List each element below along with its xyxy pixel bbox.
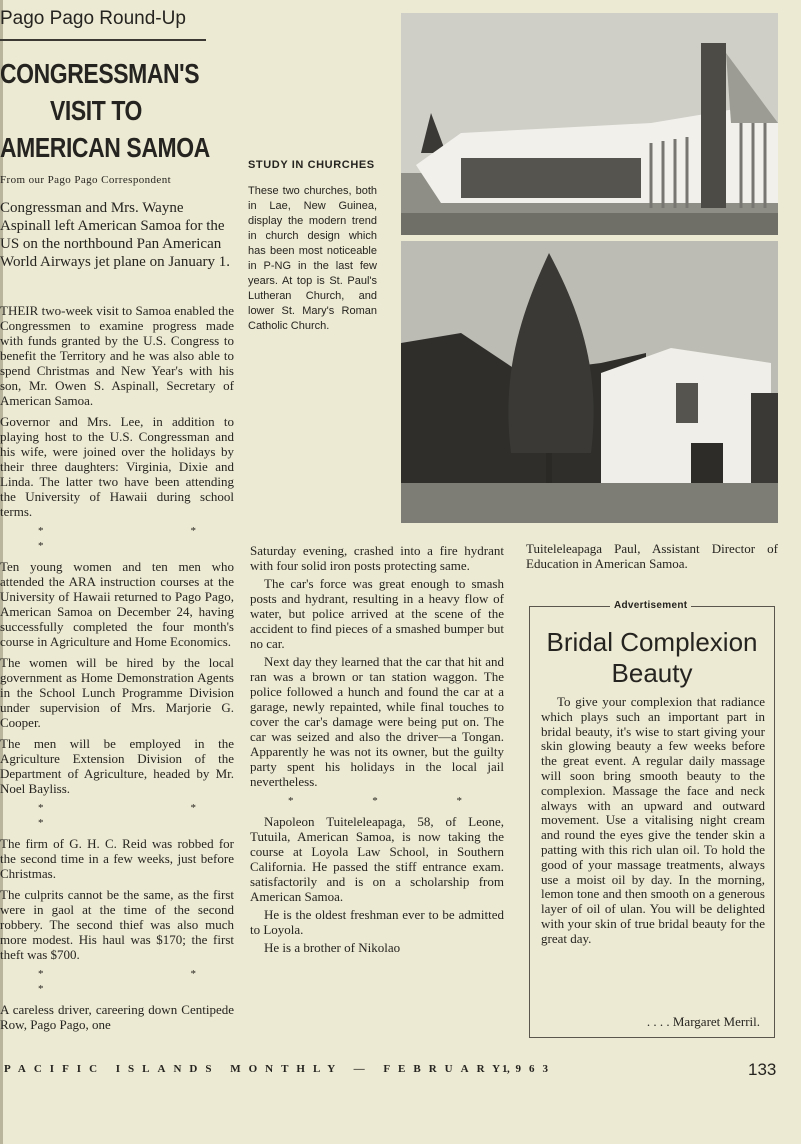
left-paragraph: The women will be hired by the local government as Home Demonstration Agents in the School Lunch Programme Division under supervision of Mrs. Marjorie G. Cooper. bbox=[0, 655, 234, 730]
left-paragraph: THEIR two-week visit to Samoa enabled the Congressmen to examine progress made with funds granted by the U.S. Congress to benefit the Territory and he was also able to spend Christmas and New Year's with his son, Mr. Owen S. Aspinall, Secretary of American Samoa. bbox=[0, 303, 234, 408]
publication-name: PACIFIC ISLANDS MONTHLY — FEBRUARY, bbox=[4, 1063, 518, 1075]
left-paragraph: The culprits cannot be the same, as the first were in gaol at the time of the second robbery. The second thief was also much more modest. His haul was $170; the first theft was $700. bbox=[0, 887, 234, 962]
left-paragraph: A careless driver, careering down Centipede Row, Pago Pago, one bbox=[0, 1002, 234, 1032]
left-paragraph: Ten young women and ten men who attended the ARA instruction courses at the University of Hawaii returned to Pago Pago, American Samoa on December 24, having successfully completed the four month's course in Agriculture and Home Economics. bbox=[0, 559, 234, 649]
advertisement-box bbox=[529, 600, 775, 1038]
section-label: Pago Pago Round-Up bbox=[0, 8, 186, 29]
church-photo bbox=[401, 13, 778, 523]
church-photo-icon bbox=[401, 13, 778, 523]
caption-text: These two churches, both in Lae, New Guinea, display the modern trend in church design which has been most noticeable in P-NG in the last few years. At top is St. Paul's Lutheran Church, and lower St. Mary's Roman Catholic Church. bbox=[248, 185, 377, 332]
middle-paragraph: He is the oldest freshman ever to be admitted to Loyola. bbox=[250, 907, 504, 937]
headline-line-2: VISIT TO bbox=[50, 95, 142, 126]
headline-line-3: AMERICAN SAMOA bbox=[0, 132, 210, 163]
middle-paragraph: The car's force was great enough to smash posts and hydrant, resulting in a heavy flow of water, but police arrived at the scene of the accident to find pieces of a smashed bumper but no car. bbox=[250, 576, 504, 651]
page-number: 133 bbox=[748, 1060, 777, 1079]
section-separator: * * * bbox=[38, 525, 234, 552]
left-paragraph: The firm of G. H. C. Reid was robbed for the second time in a few weeks, just before Christmas. bbox=[0, 836, 234, 881]
left-article-body bbox=[0, 303, 234, 1032]
publication-year: 1963 bbox=[502, 1063, 556, 1075]
middle-paragraph: Napoleon Tuiteleleapaga, 58, of Leone, Tutuila, American Samoa, is now taking the course at Loyola Law School, in Southern California. He passed the stiff entrance exam. satisfactorily and is on a scholarship from American Samoa. bbox=[250, 814, 504, 904]
middle-paragraph: Next day they learned that the car that hit and ran was a brown or tan station waggon. The police followed a hunch and found the car at a garage, newly repainted, while final touches to cover the car's damage were being put on. The car was seized and also the driver—a Tongan. Apparently he was not its owner, but the guilty party spent his holidays in the local jail nevertheless. bbox=[250, 654, 504, 789]
section-separator: * * * bbox=[288, 795, 500, 807]
middle-paragraph: He is a brother of Nikolao bbox=[264, 940, 401, 955]
advertisement-title: Bridal Complexion Beauty bbox=[546, 627, 758, 688]
section-rule bbox=[0, 39, 206, 41]
section-separator: * * * bbox=[38, 968, 234, 995]
left-paragraph: The men will be employed in the Agriculture Extension Division of the Department of Agriculture, headed by Mr. Noel Bayliss. bbox=[0, 736, 234, 796]
headline-line-1: CONGRESSMAN'S bbox=[0, 58, 200, 89]
middle-paragraph: Saturday evening, crashed into a fire hydrant with four solid iron posts protecting same. bbox=[250, 543, 504, 573]
advertisement-signature: . . . . Margaret Merril. bbox=[646, 1014, 760, 1029]
advertisement-body: To give your complexion that radiance which plays such an important part in bridal beauty, it's wise to start giving your skin glowing beauty a few weeks before the great event. A regular daily massage will soon bring smooth beauty to the complexion. Massage the face and neck always with an upward and outward movement. Use a vitalising night cream and round the eyes give the tender skin a patting with this rich ulan oil. To hold the good of your massage treatments, always use a moist oil by day. In the morning, lemon tone and then smooth on a generous layer of oil of ulan. You will be delighted with your skin of true bridal beauty for the great day. bbox=[541, 694, 765, 946]
middle-article-body bbox=[250, 543, 504, 955]
section-separator: * * * bbox=[38, 802, 234, 829]
left-paragraph: Governor and Mrs. Lee, in addition to playing host to the U.S. Congressman and his wife, were joined over the holidays by their three daughters: Virginia, Dixie and Linda. The latter two have been attending the University of Hawaii during school terms. bbox=[0, 414, 234, 519]
byline: From our Pago Pago Correspondent bbox=[0, 174, 172, 186]
advertisement-label: Advertisement bbox=[610, 600, 691, 611]
page-footer bbox=[0, 1060, 801, 1080]
lead-paragraph: Congressman and Mrs. Wayne Aspinall left American Samoa for the US on the northbound Pan American World Airways jet plane on January 1. bbox=[0, 200, 230, 270]
right-article-text: Tuiteleleapaga Paul, Assistant Director of Education in American Samoa. bbox=[526, 541, 778, 571]
caption-title: STUDY IN CHURCHES bbox=[248, 159, 375, 171]
